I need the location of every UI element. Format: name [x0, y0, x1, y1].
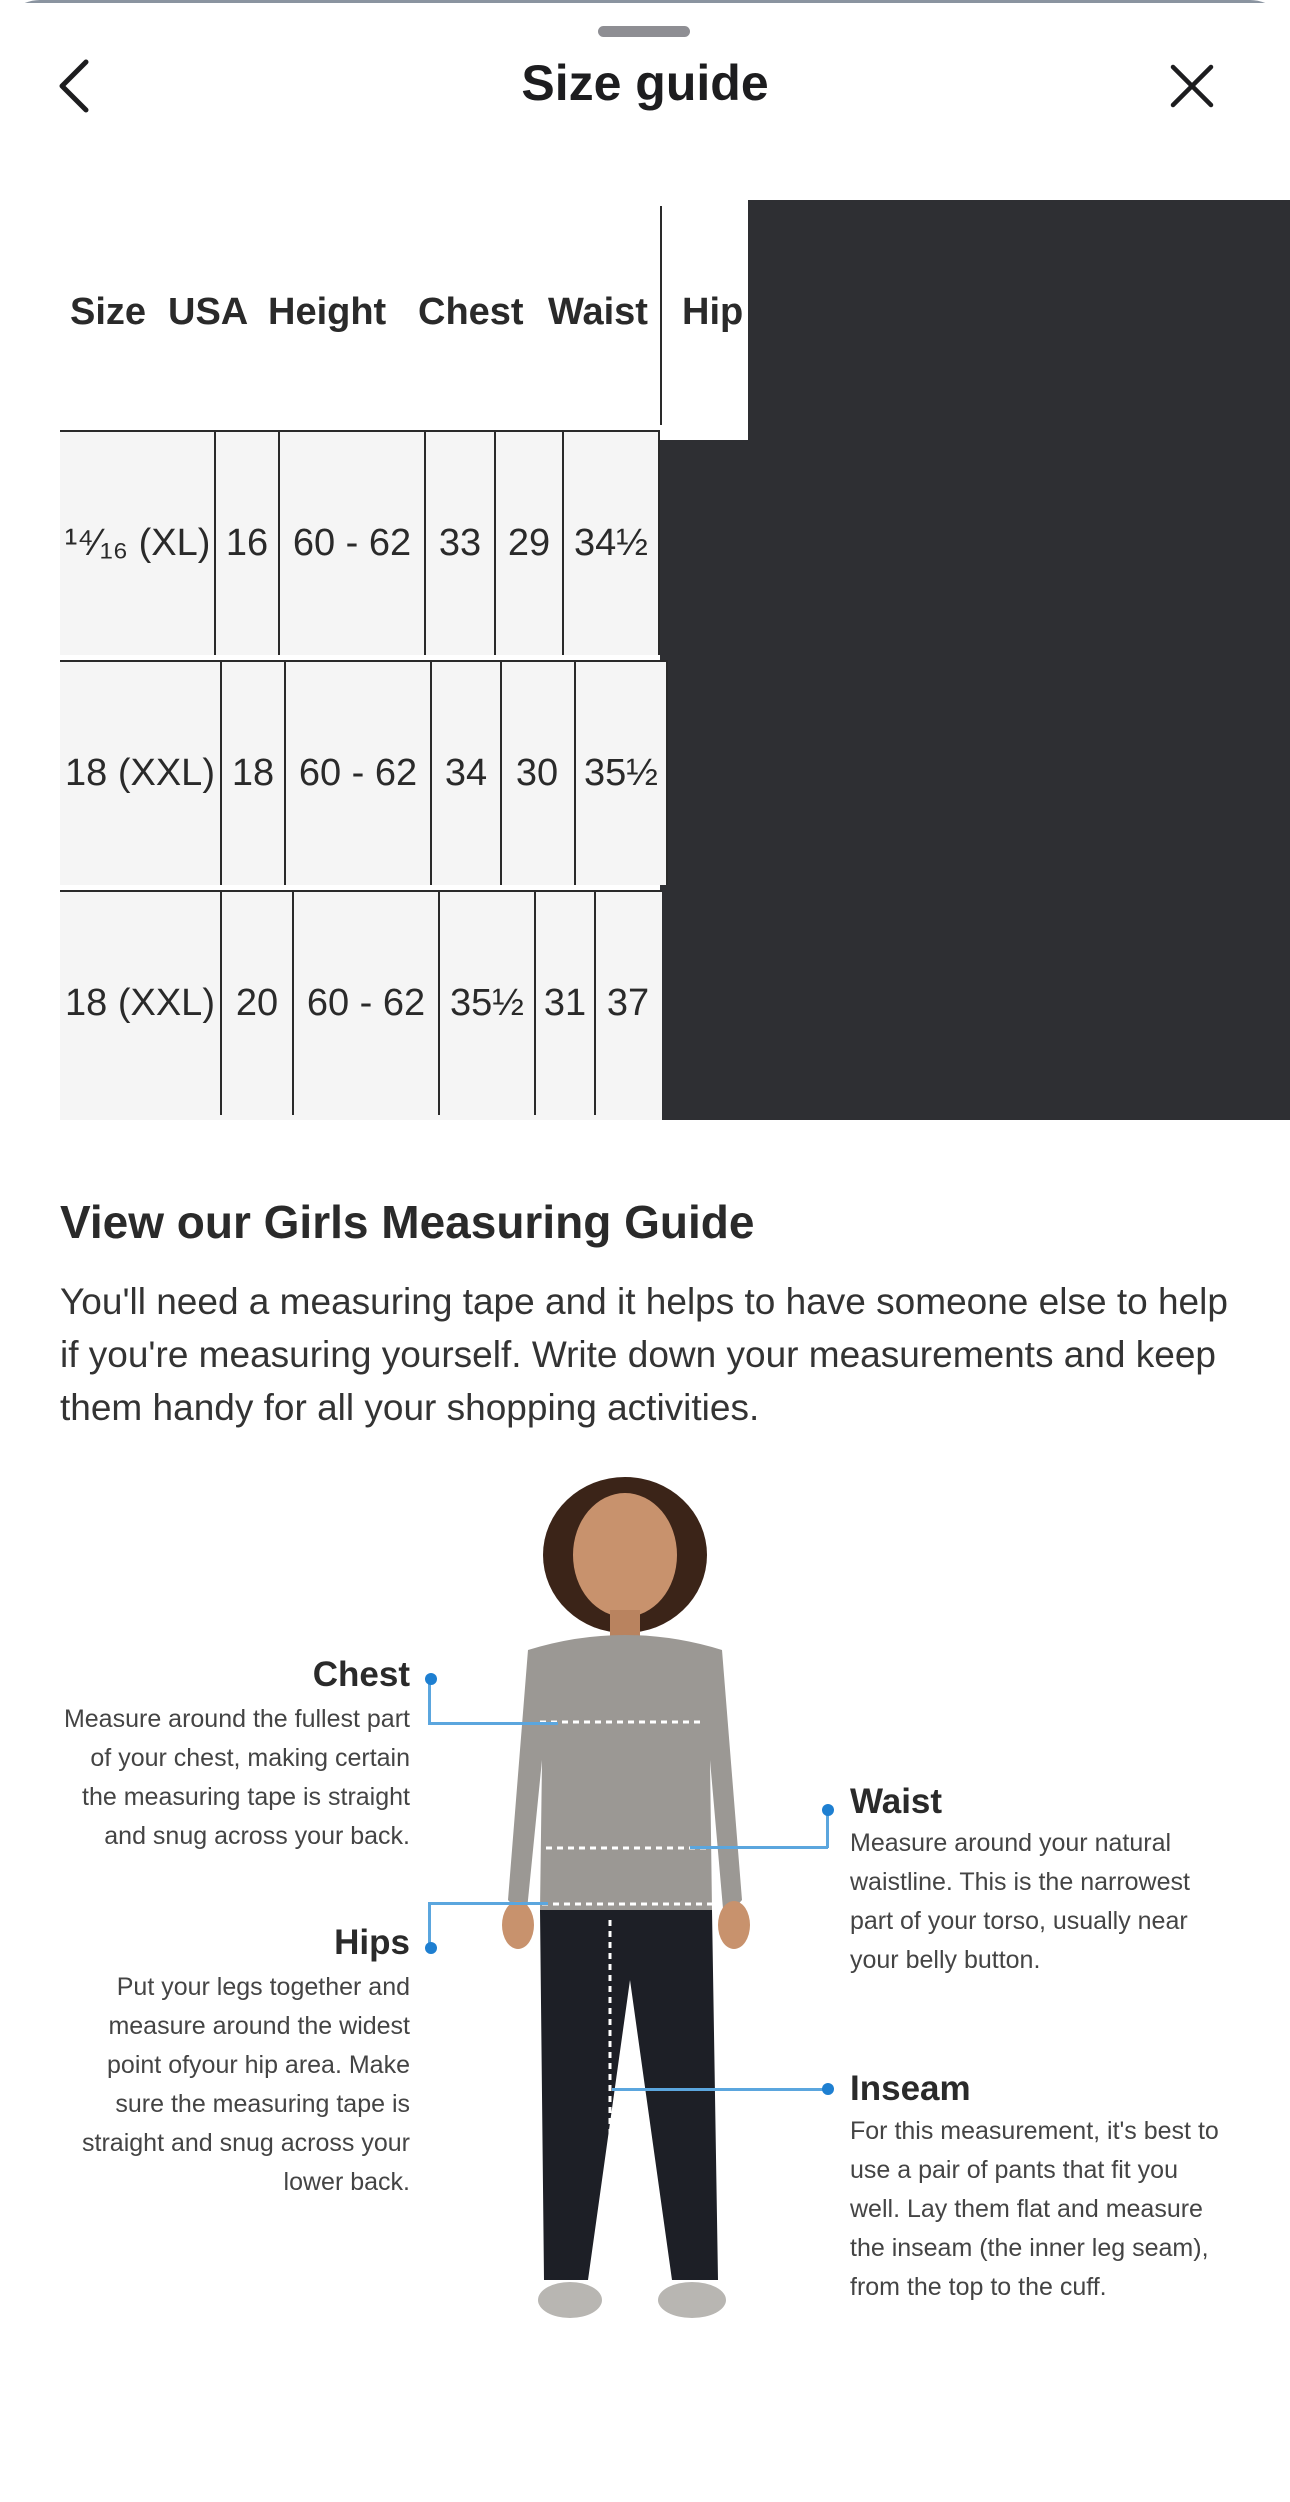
- cell-chest: 34: [444, 752, 488, 794]
- waist-description: Measure around your natural waistline. This is the narrowest part of your torso, usually near your belly button.: [850, 1829, 1190, 1974]
- column-divider: [660, 206, 662, 425]
- hips-description: Put your legs together and measure around the widest point ofyour hip area. Make sure the measuring tape is straight and snug across your lower back.: [82, 1973, 410, 2196]
- column-divider: [666, 662, 668, 885]
- top-divider: [0, 0, 1290, 3]
- header-chest: Chest: [418, 291, 524, 333]
- cell-hip: 34½: [574, 522, 648, 564]
- table-row: [60, 660, 668, 885]
- inseam-connector: [612, 2088, 826, 2091]
- cell-height: 60 - 62: [292, 522, 412, 564]
- cell-height: 60 - 62: [298, 752, 418, 794]
- cell-waist: 30: [515, 752, 559, 794]
- close-icon: [1167, 61, 1217, 111]
- cell-waist: 31: [543, 982, 587, 1024]
- inseam-marker: [822, 2083, 834, 2095]
- hips-connector: [428, 1902, 431, 1944]
- size-table: [60, 200, 1230, 1120]
- hips-marker: [425, 1942, 437, 1954]
- sheet-header: [0, 40, 1290, 130]
- girl-figure-illustration: [480, 1460, 800, 2360]
- guide-heading: View our Girls Measuring Guide: [60, 1196, 755, 1248]
- header-size: Size: [70, 291, 147, 333]
- chest-label: Chest: [312, 1655, 410, 1694]
- table-header-row: [60, 200, 748, 425]
- cell-waist: 29: [507, 522, 551, 564]
- chest-marker: [425, 1673, 437, 1685]
- table-background-panel: [748, 200, 1290, 1120]
- column-divider: [658, 432, 660, 655]
- cell-hip: 37: [606, 982, 650, 1024]
- inseam-label: Inseam: [850, 2069, 971, 2108]
- header-height: Height: [268, 291, 387, 333]
- close-button[interactable]: [1152, 46, 1232, 126]
- table-background-panel: [660, 440, 760, 1120]
- inseam-description: For this measurement, it's best to use a pair of pants that fit you well. Lay them flat and measure the inseam (the inner leg seam), from the top to the cuff.: [850, 2117, 1219, 2301]
- cell-size: 18 (XXL): [65, 752, 215, 794]
- cell-height: 60 - 62: [306, 982, 426, 1024]
- guide-description: You'll need a measuring tape and it helps to have someone else to help if you're measuring yourself. Write down your measurements and keep them handy for all your shopping activities.: [60, 1281, 1228, 1428]
- waist-marker: [822, 1804, 834, 1816]
- hips-label: Hips: [334, 1923, 410, 1962]
- hips-connector: [428, 1902, 548, 1905]
- page-title: Size guide: [521, 55, 769, 111]
- cell-size: ¹⁴⁄₁₆ (XL): [64, 522, 211, 564]
- header-usa: USA: [168, 291, 249, 333]
- measuring-guide-illustration: [0, 1460, 1290, 2360]
- table-row: [60, 430, 660, 655]
- sheet-grabber-handle[interactable]: [598, 26, 690, 37]
- chest-description: Measure around the fullest part of your chest, making certain the measuring tape is straight and snug across your back.: [63, 1705, 410, 1850]
- cell-chest: 33: [438, 522, 482, 564]
- cell-usa: 16: [225, 522, 269, 564]
- waist-connector: [690, 1846, 828, 1849]
- cell-usa: 18: [231, 752, 275, 794]
- cell-usa: 20: [235, 982, 279, 1024]
- waist-label: Waist: [850, 1782, 943, 1821]
- chest-connector: [428, 1722, 558, 1725]
- cell-chest: 35½: [450, 982, 524, 1024]
- cell-hip: 35½: [584, 752, 658, 794]
- cell-size: 18 (XXL): [65, 982, 215, 1024]
- table-row: [60, 890, 662, 1120]
- header-hip: Hip: [682, 291, 744, 333]
- header-waist: Waist: [548, 291, 648, 333]
